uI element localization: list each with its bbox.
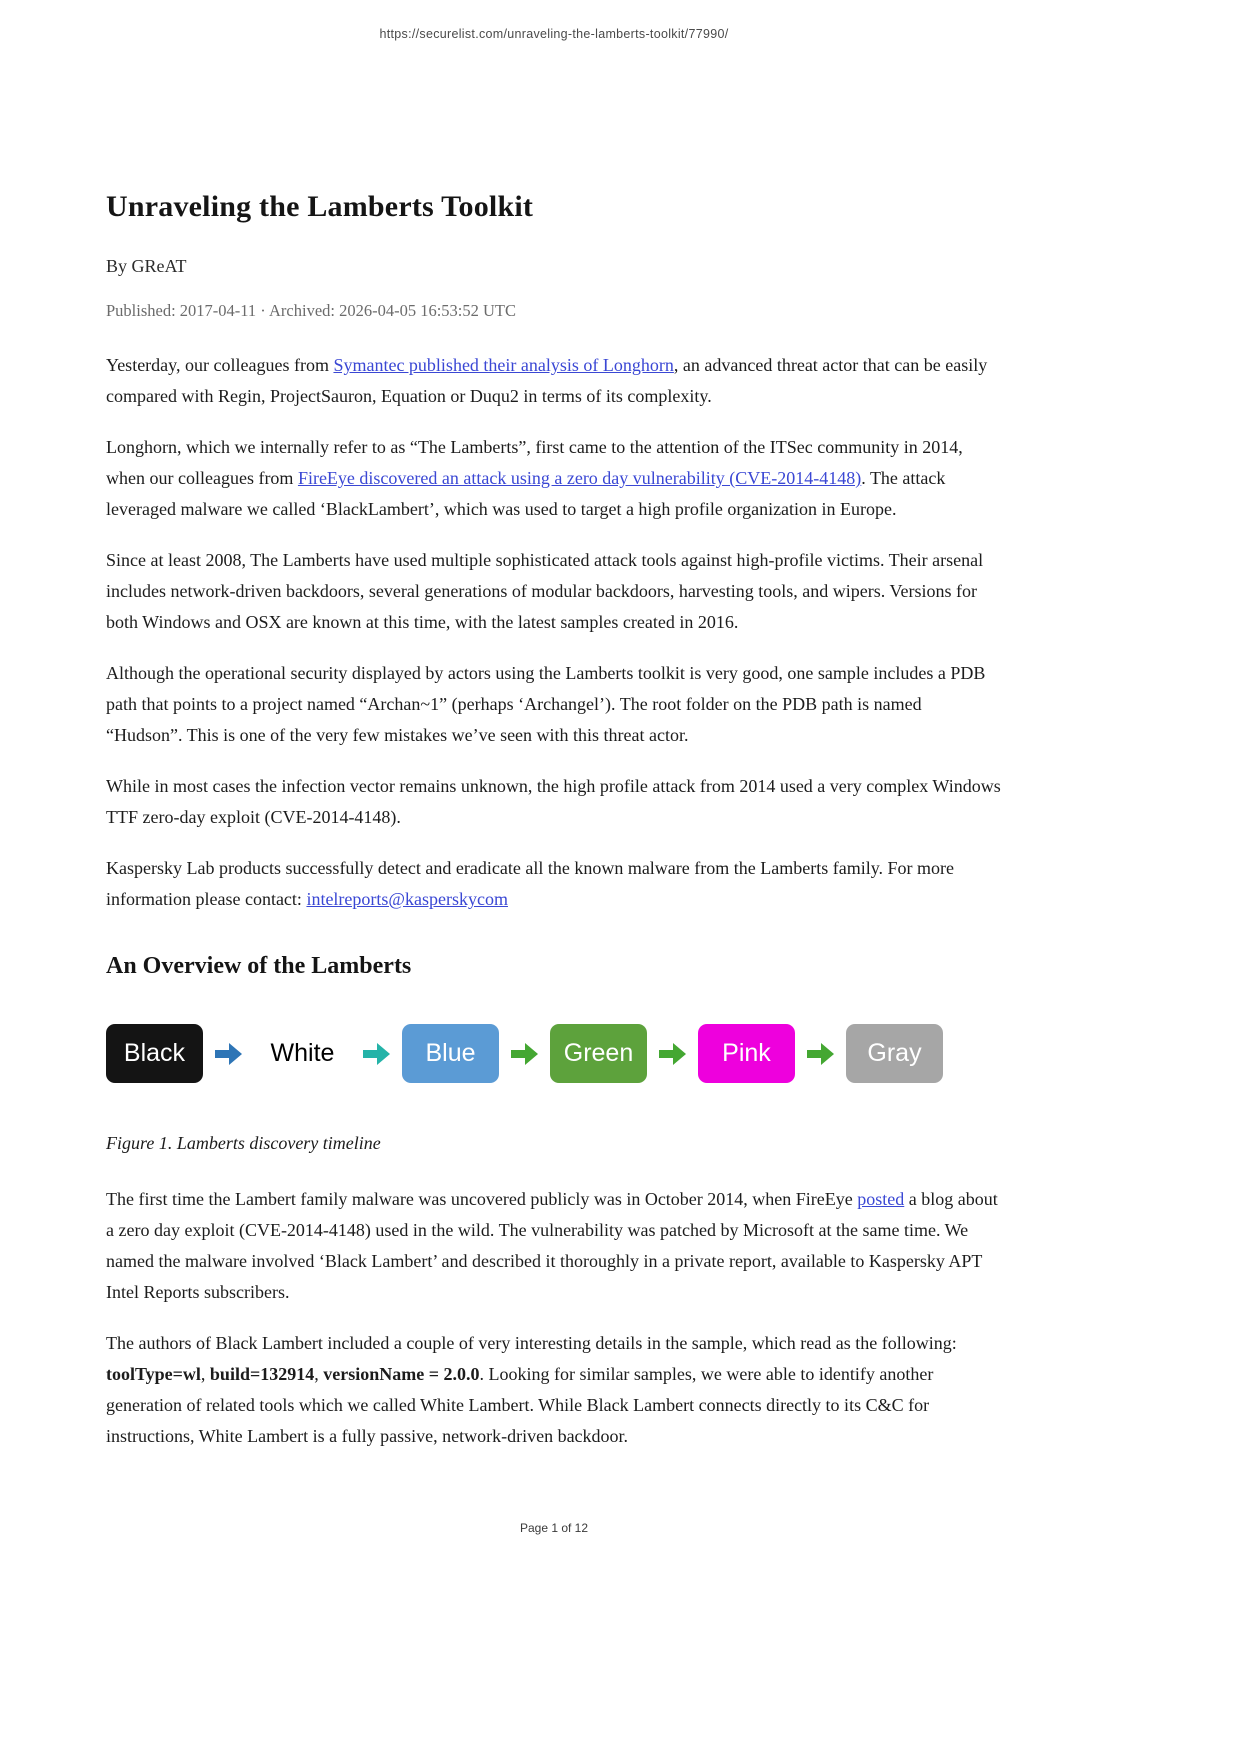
byline: By GReAT bbox=[106, 256, 187, 276]
bold-text: build=132914 bbox=[209, 1364, 315, 1384]
article bbox=[106, 0, 1002, 1472]
paragraph bbox=[106, 853, 1002, 915]
text-run: Longhorn, which we internally refer to as “The Lamberts”, first came to the attention of the ITSec community in 2014, when our colleagues from bbox=[106, 437, 963, 488]
page-number: Page 1 of 12 bbox=[519, 1521, 589, 1535]
timeline-node-pink: Pink bbox=[698, 1024, 795, 1083]
print-header-url: https://securelist.com/unraveling-the-lamberts-toolkit/77990/ bbox=[379, 27, 729, 41]
paragraph bbox=[106, 771, 1002, 833]
text-run: , bbox=[200, 1364, 210, 1384]
paragraph bbox=[106, 432, 1002, 525]
text-run: , bbox=[314, 1364, 324, 1384]
timeline-node-black: Black bbox=[106, 1024, 203, 1083]
paragraph bbox=[106, 545, 1002, 638]
arrow-right-icon bbox=[659, 1042, 686, 1066]
bold-text: versionName = 2.0.0 bbox=[323, 1364, 480, 1384]
bold-text: toolType=wl bbox=[106, 1364, 201, 1384]
text-run: While in most cases the infection vector remains unknown, the high profile attack from 2014 used a very complex Windows TTF zero-day exploit (CVE-2014-4148). bbox=[106, 776, 1001, 827]
publish-archive-meta: Published: 2017-04-11 · Archived: 2026-04-05 16:53:52 UTC bbox=[106, 301, 517, 320]
figure-caption: Figure 1. Lamberts discovery timeline bbox=[106, 1133, 381, 1153]
arrow-right-icon bbox=[363, 1042, 390, 1066]
text-run: The authors of Black Lambert included a couple of very interesting details in the sample, which read as the following: bbox=[106, 1333, 957, 1353]
inline-link[interactable]: posted bbox=[857, 1189, 905, 1209]
text-run: a blog about a zero day exploit (CVE-2014-4148) used in the wild. The vulnerability was patched by Microsoft at the same time. We named the malware involved ‘Black Lambert’ and described it thoroughly in a private report, available to Kaspersky APT Intel Reports subscribers. bbox=[106, 1189, 998, 1302]
timeline-node-gray: Gray bbox=[846, 1024, 943, 1083]
section-heading: An Overview of the Lamberts bbox=[106, 953, 412, 979]
text-run: The first time the Lambert family malware was uncovered publicly was in October 2014, when FireEye bbox=[106, 1189, 858, 1209]
lamberts-timeline-figure bbox=[106, 1024, 1002, 1083]
text-run: . Looking for similar samples, we were able to identify another generation of related tools which we called White Lambert. While Black Lambert connects directly to its C&C for instructions, White Lambert is a fully passive, network-driven backdoor. bbox=[106, 1364, 934, 1446]
text-run: Since at least 2008, The Lamberts have used multiple sophisticated attack tools against high-profile victims. Their arsenal includes network-driven backdoors, several generations of modular backdoors, harvesting tools, and wipers. Versions for both Windows and OSX are known at this time, with the latest samples created in 2016. bbox=[106, 550, 984, 632]
article-title: Unraveling the Lamberts Toolkit bbox=[106, 190, 534, 223]
timeline-node-green: Green bbox=[550, 1024, 647, 1083]
inline-link[interactable]: intelreports@kasperskycom bbox=[306, 889, 508, 909]
text-run: , an advanced threat actor that can be easily compared with Regin, ProjectSauron, Equation or Duqu2 in terms of its complexity. bbox=[106, 355, 988, 406]
paragraph bbox=[106, 1328, 1002, 1452]
arrow-right-icon bbox=[807, 1042, 834, 1066]
arrow-right-icon bbox=[511, 1042, 538, 1066]
text-run: Kaspersky Lab products successfully detect and eradicate all the known malware from the Lamberts family. For more information please contact: bbox=[106, 858, 955, 909]
timeline-node-white: White bbox=[254, 1024, 351, 1083]
timeline-node-blue: Blue bbox=[402, 1024, 499, 1083]
article-intro bbox=[106, 350, 1002, 915]
inline-link[interactable]: Symantec published their analysis of Longhorn bbox=[333, 355, 674, 375]
text-run: Yesterday, our colleagues from bbox=[106, 355, 334, 375]
paragraph bbox=[106, 658, 1002, 751]
article-continued bbox=[106, 1184, 1002, 1452]
inline-link[interactable]: FireEye discovered an attack using a zero day vulnerability (CVE-2014-4148) bbox=[297, 468, 862, 488]
text-run: . The attack leveraged malware we called ‘BlackLambert’, which was used to target a high profile organization in Europe. bbox=[106, 468, 946, 519]
paragraph bbox=[106, 1184, 1002, 1308]
text-run: Although the operational security displayed by actors using the Lamberts toolkit is very good, one sample includes a PDB path that points to a project named “Archan~1” (perhaps ‘Archangel’). The root folder on the PDB path is named “Hudson”. This is one of the very few mistakes we’ve seen with this threat actor. bbox=[106, 663, 986, 745]
paragraph bbox=[106, 350, 1002, 412]
arrow-right-icon bbox=[215, 1042, 242, 1066]
